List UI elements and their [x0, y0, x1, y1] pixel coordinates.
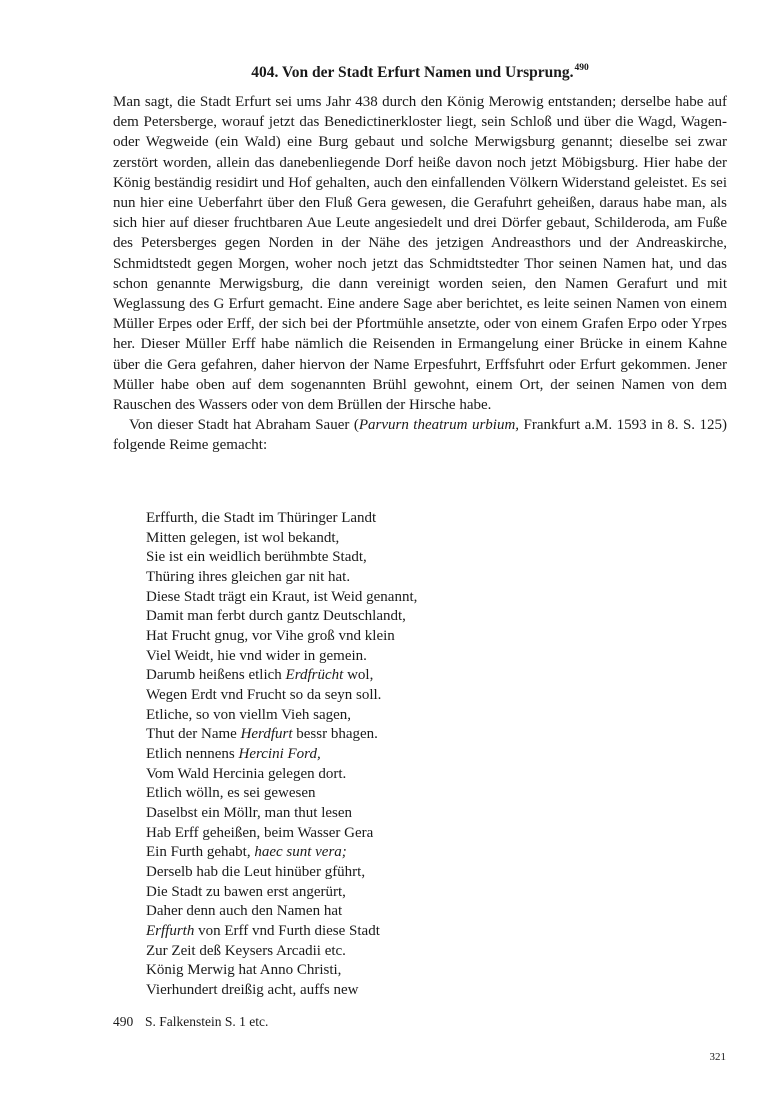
poem-line — [146, 706, 706, 726]
poem-line-italic: Erffurth — [146, 923, 195, 940]
poem-line-text: Hat Frucht gnug, vor Vihe groß vnd klein — [146, 628, 395, 645]
footnote-number: 490 — [113, 1014, 134, 1029]
poem-line — [146, 784, 706, 804]
poem-line — [146, 725, 706, 745]
paragraph-2-after: Frankfurt a.M. 1593 in 8. S. 125) folgende Reime gemacht: — [113, 417, 728, 454]
poem-line — [146, 843, 706, 863]
poem-line-text: von Erff vnd Furth diese Stadt — [194, 923, 380, 940]
section-title — [113, 58, 727, 83]
poem-line — [146, 863, 706, 883]
poem-line-text: Etlich nennens — [146, 746, 239, 763]
footnote-reference: 490 — [574, 63, 589, 73]
poem — [146, 509, 706, 1001]
poem-line-text: Die Stadt zu bawen erst angerürt, — [146, 883, 346, 900]
poem-line — [146, 804, 706, 824]
paragraph-2 — [113, 415, 727, 455]
poem-line — [146, 765, 706, 785]
poem-line — [146, 627, 706, 647]
body-text — [113, 92, 727, 456]
poem-line — [146, 883, 706, 903]
poem-line-text: Viel Weidt, hie vnd wider in gemein. — [146, 647, 367, 664]
poem-line-text: Diese Stadt trägt ein Kraut, ist Weid genannt, — [146, 588, 418, 605]
poem-line-text: Daher denn auch den Namen hat — [146, 903, 343, 920]
poem-line — [146, 607, 706, 627]
poem-line — [146, 509, 706, 529]
poem-line-text: Mitten gelegen, ist wol bekandt, — [146, 529, 340, 546]
poem-line-italic: haec sunt vera; — [254, 844, 347, 861]
book-title-italic: Parvurn theatrum urbium, — [358, 417, 520, 434]
poem-line-text: Sie ist ein weidlich berühmbte Stadt, — [146, 549, 367, 566]
footnote — [113, 1013, 727, 1031]
poem-line-text: Hab Erff geheißen, beim Wasser Gera — [146, 824, 374, 841]
footnote-text: S. Falkenstein S. 1 etc. — [145, 1014, 269, 1029]
poem-line-text: Thüring ihres gleichen gar nit hat. — [146, 569, 351, 586]
poem-line-text: wol, — [343, 667, 374, 684]
poem-line — [146, 981, 706, 1001]
poem-line-text: Damit man ferbt durch gantz Deutschlandt, — [146, 608, 406, 625]
poem-line — [146, 922, 706, 942]
paragraph-1: Man sagt, die Stadt Erfurt sei ums Jahr 438 durch den König Merowig entstanden; derselbe habe auf dem Petersberge, worauf jetzt das Benedictinerkloster liegt, sein Schloß und über die Wagd, Wagen- oder Wegweide (ein Wald) eine Burg gebaut und solche Merwigsburg genannt; dieselbe sei zwar zerstört worden, allein das danebenliegende Dorf heiße davon noch jetzt Möbigsburg. Hier habe der König beständig residirt und Hof gehalten, auch den einfallenden Völkern Widerstand geleistet. Es sei nun hier eine Ueberfahrt über den Fluß Gera gewesen, die Gerafuhrt geheißen, daraus habe man, als sich hier auf dieser fruchtbaren Aue Leute angesiedelt und drei Dörfer gebaut, Schilderoda, am Fuße des Petersberges gegen Norden in der Nähe des jetzigen Andreasthors und der Andreaskirche, Schmidtstedt gegen Morgen, woher noch jetzt das Schmidtstedter Thor seinen Namen hat, und das schon genannte Merwigsburg, die dann vereinigt worden seien, den Namen Gerafurt und mit Weglassung des G Erfurt gemacht. Eine andere Sage aber berichtet, es leite seinen Namen von einem Müller Erpes oder Erff, der sich bei der Pfortmühle ansetzte, oder von einem Grafen Erpo oder Yrpes her. Dieser Müller Erff habe nämlich die Reisenden in Ermangelung einer Brücke in einem Kahne über die Gera gefahren, daher hiervon der Name Erpesfuhrt, Erffsfuhrt oder Erfurt gekommen. Jener Müller habe oben auf dem sogenannten Brühl gewohnt, einem Ort, der seinen Namen von dem Rauschen des Wassers oder von dem Brüllen der Hirsche habe. — [113, 94, 727, 414]
title-text: 404. Von der Stadt Erfurt Namen und Ursprung. — [251, 64, 574, 81]
poem-line-text: Ein Furth gehabt, — [146, 844, 255, 861]
poem-line-text: Wegen Erdt vnd Frucht so da seyn soll. — [146, 687, 382, 704]
poem-line-text: bessr bhagen. — [292, 726, 378, 743]
poem-line-italic: Herdfurt — [240, 726, 293, 743]
poem-line — [146, 824, 706, 844]
poem-line — [146, 548, 706, 568]
poem-line — [146, 745, 706, 765]
poem-line-text: Daselbst ein Möllr, man thut lesen — [146, 805, 353, 822]
poem-line-text: Derselb hab die Leut hinüber gführt, — [146, 864, 366, 881]
paragraph-2-before: Von dieser Stadt hat Abraham Sauer ( — [129, 417, 359, 434]
poem-line — [146, 666, 706, 686]
poem-line-italic: Hercini Ford, — [238, 746, 321, 763]
poem-line-text: Vierhundert dreißig acht, auffs new — [146, 982, 359, 999]
poem-line-text: König Merwig hat Anno Christi, — [146, 962, 342, 979]
page-number: 321 — [709, 1051, 726, 1063]
poem-line-text: Etlich wölln, es sei gewesen — [146, 785, 316, 802]
poem-line-text: Vom Wald Hercinia gelegen dort. — [146, 765, 347, 782]
poem-line — [146, 568, 706, 588]
poem-line — [146, 902, 706, 922]
poem-line-italic: Erdfrücht — [285, 667, 344, 684]
poem-line — [146, 588, 706, 608]
poem-line — [146, 942, 706, 962]
poem-line — [146, 647, 706, 667]
poem-line-text: Etliche, so von viellm Vieh sagen, — [146, 706, 352, 723]
poem-line-text: Darumb heißens etlich — [146, 667, 286, 684]
poem-line — [146, 686, 706, 706]
poem-line — [146, 961, 706, 981]
poem-line — [146, 529, 706, 549]
poem-line-text: Thut der Name — [146, 726, 241, 743]
poem-line-text: Zur Zeit deß Keysers Arcadii etc. — [146, 942, 346, 959]
poem-line-text: Erffurth, die Stadt im Thüringer Landt — [146, 510, 377, 526]
